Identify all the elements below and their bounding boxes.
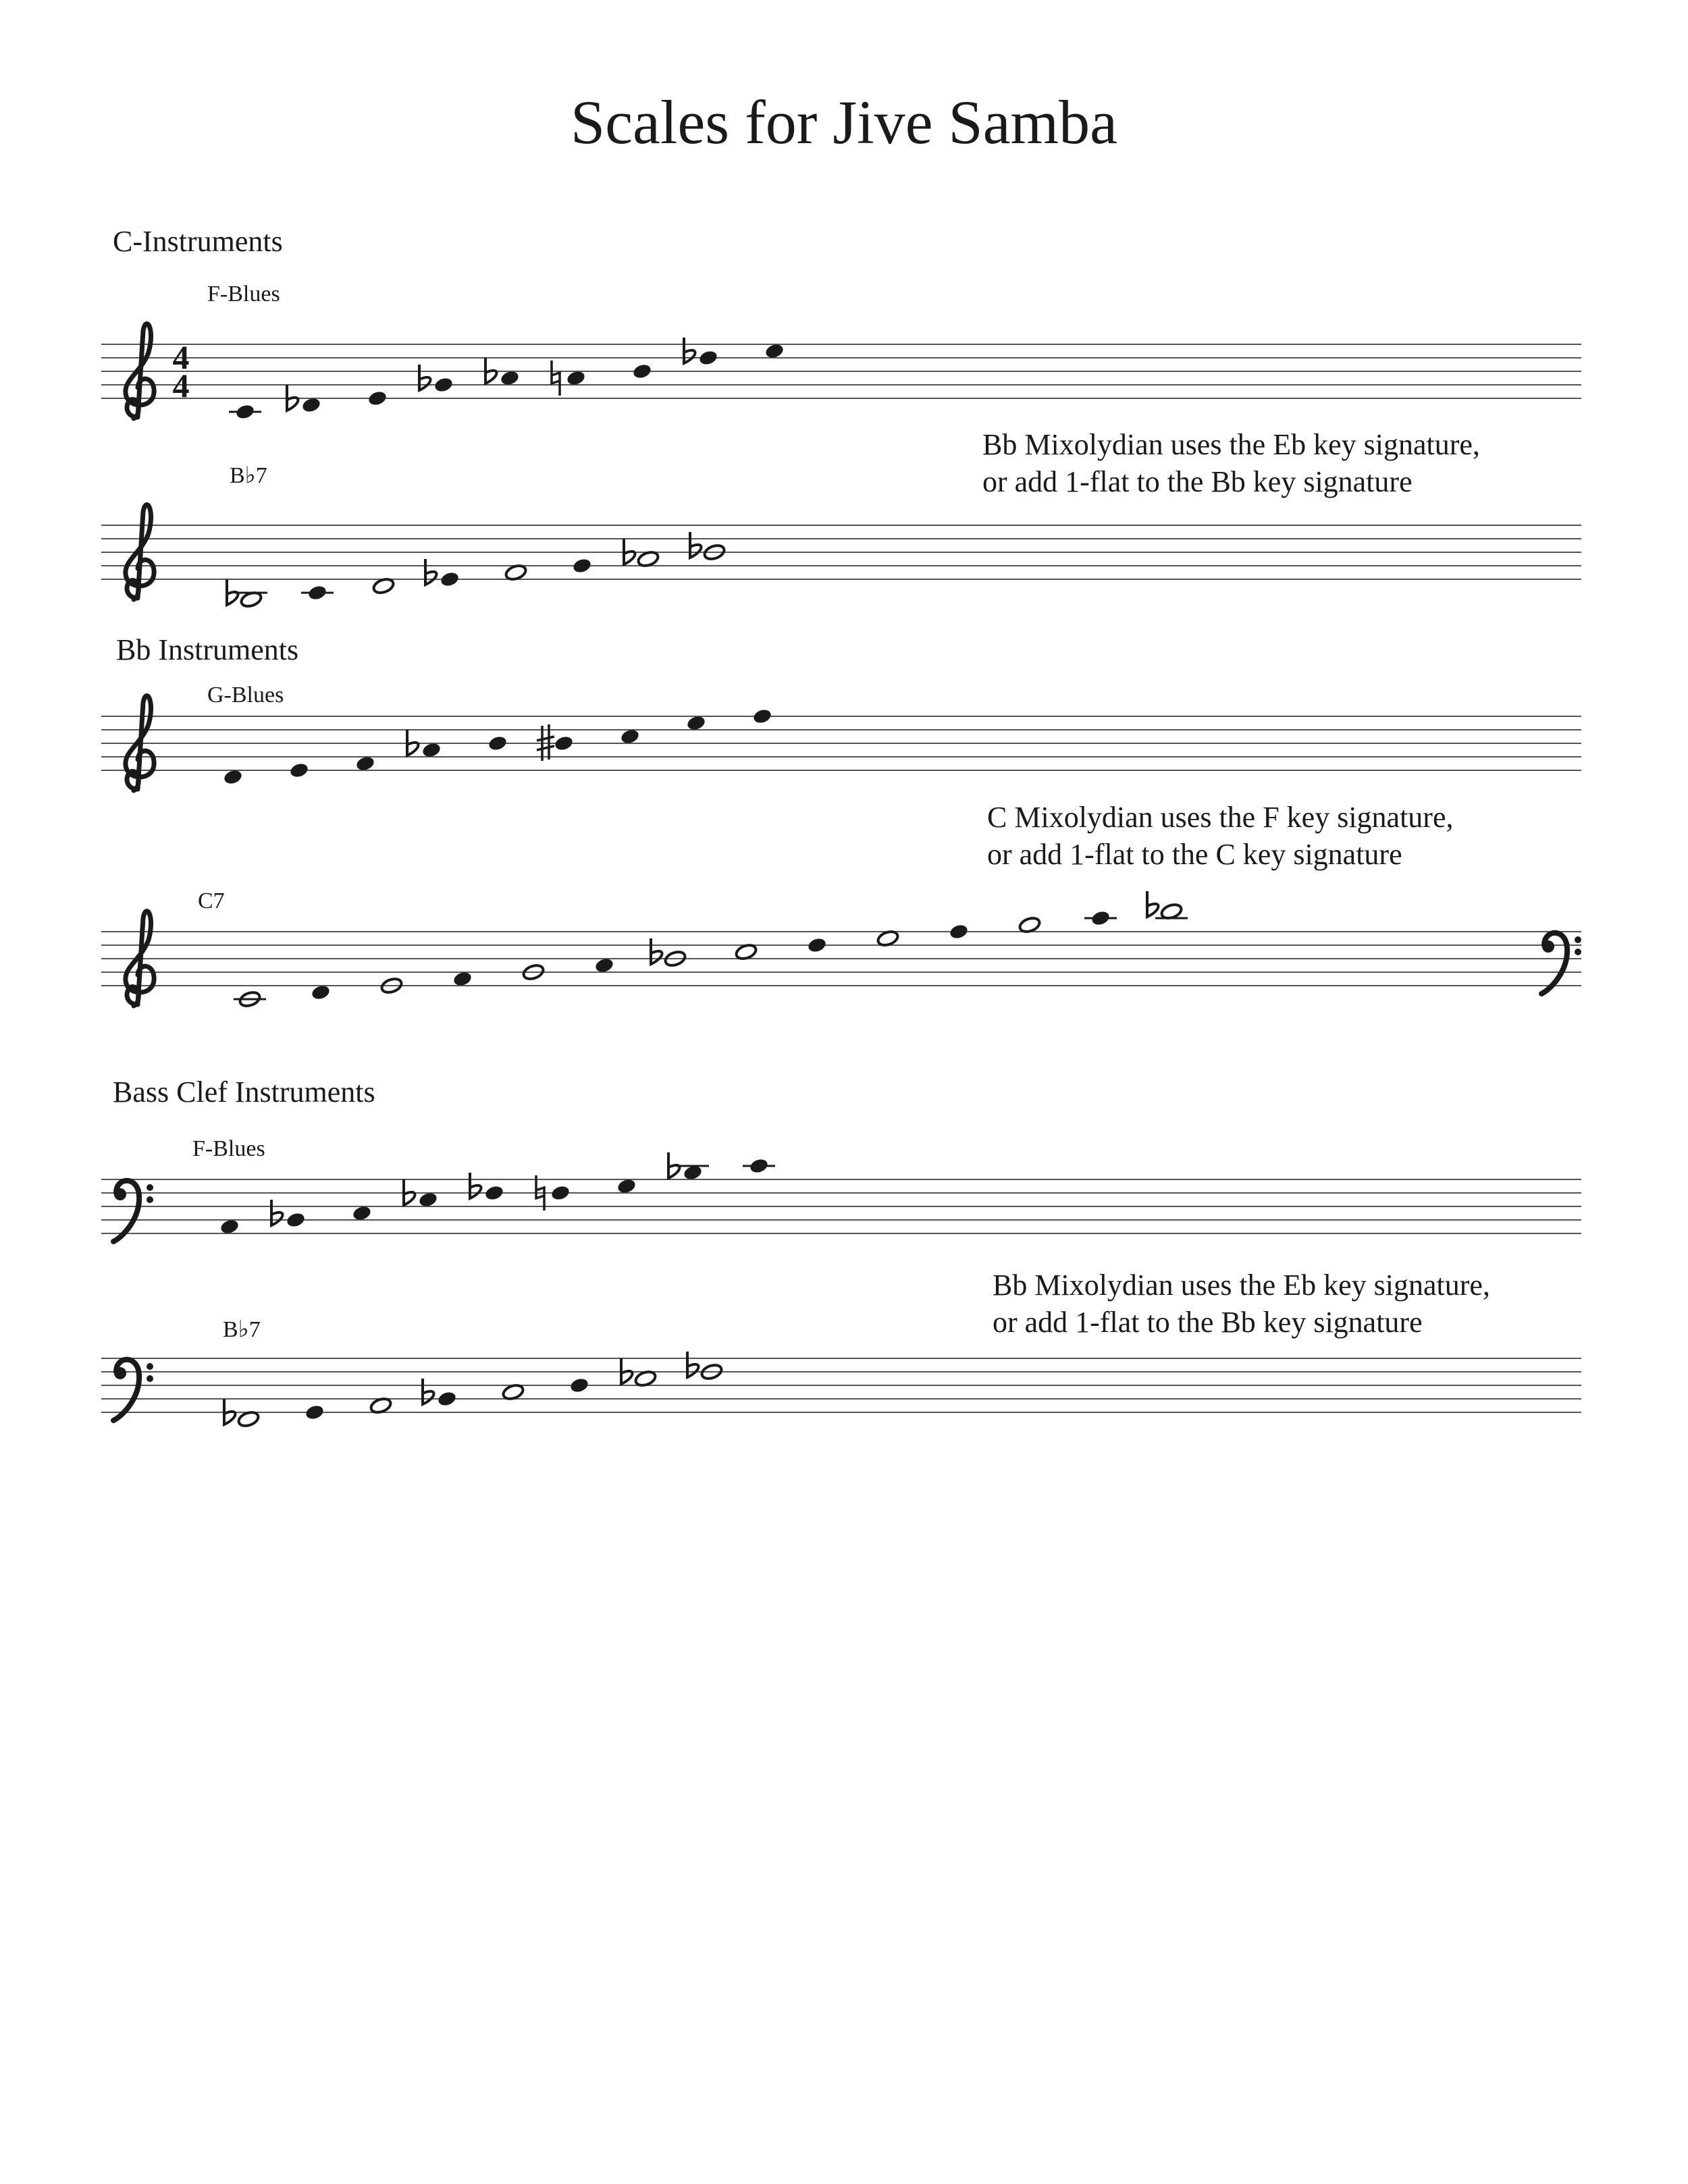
note-head bbox=[632, 363, 653, 380]
note-head bbox=[433, 376, 454, 394]
bass-clef bbox=[147, 1196, 153, 1203]
flat-accidental bbox=[404, 1179, 415, 1205]
time-signature-bottom: 4 bbox=[172, 367, 190, 404]
section-heading-bass-clef-instruments: Bass Clef Instruments bbox=[113, 1075, 375, 1109]
flat-accidental bbox=[470, 1173, 481, 1198]
flat-accidental bbox=[419, 365, 431, 390]
note-head bbox=[305, 1404, 325, 1421]
bass-clef bbox=[147, 1184, 153, 1191]
flat-accidental bbox=[407, 730, 419, 755]
note-head bbox=[550, 1184, 571, 1202]
scale-label-bb7: B♭7 bbox=[230, 463, 267, 488]
note-head bbox=[307, 584, 328, 602]
flat-accidental bbox=[668, 1152, 680, 1178]
flat-accidental bbox=[425, 559, 437, 585]
bass-clef bbox=[114, 1188, 126, 1200]
scale-label-c7: C7 bbox=[198, 888, 225, 913]
staff bbox=[101, 324, 1581, 421]
section-heading-c-instruments: C-Instruments bbox=[113, 225, 283, 258]
flat-accidental bbox=[690, 532, 702, 558]
mixolydian-note-line: or add 1-flat to the Bb key signature bbox=[982, 465, 1413, 498]
note-head bbox=[1090, 909, 1111, 927]
flat-accidental bbox=[621, 1358, 633, 1384]
mixolydian-note-line: Bb Mixolydian uses the Eb key signature, bbox=[993, 1269, 1490, 1302]
flat-accidental bbox=[624, 539, 635, 564]
note-head bbox=[572, 557, 593, 575]
time-signature-top: 4 bbox=[172, 338, 190, 376]
note-head bbox=[749, 1157, 770, 1175]
mixolydian-note-line: C Mixolydian uses the F key signature, bbox=[987, 801, 1454, 834]
flat-accidental bbox=[1147, 891, 1159, 917]
flat-accidental bbox=[423, 1379, 434, 1404]
note-head bbox=[367, 390, 388, 407]
scale-label-f-blues: F-Blues bbox=[207, 282, 280, 307]
note-head bbox=[698, 349, 719, 367]
staff bbox=[101, 891, 1581, 1009]
bass-clef bbox=[147, 1375, 153, 1382]
mixolydian-note-line: Bb Mixolydian uses the Eb key signature, bbox=[982, 428, 1480, 461]
flat-accidental bbox=[271, 1200, 283, 1225]
note-head bbox=[484, 1184, 505, 1202]
note-head bbox=[487, 735, 508, 752]
mixolydian-note-line: or add 1-flat to the C key signature bbox=[987, 838, 1402, 871]
section-heading-bb-instruments: Bb Instruments bbox=[116, 633, 299, 666]
bass-clef bbox=[114, 1367, 126, 1379]
flat-accidental bbox=[287, 385, 298, 410]
staff bbox=[101, 1152, 1581, 1242]
note-head bbox=[440, 570, 460, 588]
flat-accidental bbox=[224, 1399, 236, 1424]
bass-clef bbox=[1542, 940, 1554, 953]
note-head bbox=[949, 923, 970, 940]
page-title: Scales for Jive Samba bbox=[571, 88, 1117, 157]
staff bbox=[101, 505, 1581, 609]
flat-accidental bbox=[684, 338, 695, 363]
note-head bbox=[289, 762, 310, 779]
bass-clef bbox=[1575, 936, 1581, 943]
note-head bbox=[235, 403, 256, 421]
flat-accidental bbox=[651, 938, 662, 964]
flat-accidental bbox=[485, 358, 497, 383]
bass-clef bbox=[1575, 949, 1581, 955]
note-head bbox=[286, 1211, 307, 1229]
natural-accidental bbox=[552, 361, 560, 396]
note-head bbox=[752, 708, 773, 725]
scale-label-g-blues: G-Blues bbox=[207, 683, 284, 708]
staff bbox=[101, 696, 1581, 791]
flat-accidental bbox=[687, 1352, 699, 1377]
staff bbox=[101, 1352, 1581, 1429]
mixolydian-note-line: or add 1-flat to the Bb key signature bbox=[993, 1306, 1423, 1339]
scale-label-bass-bb7: B♭7 bbox=[223, 1317, 261, 1342]
flat-accidental bbox=[227, 579, 238, 605]
scale-label-bass-f-blues: F-Blues bbox=[192, 1136, 265, 1161]
bass-clef bbox=[147, 1363, 153, 1370]
note-head bbox=[437, 1390, 458, 1408]
note-head bbox=[554, 735, 575, 752]
note-head bbox=[569, 1377, 590, 1394]
note-head bbox=[807, 936, 828, 954]
